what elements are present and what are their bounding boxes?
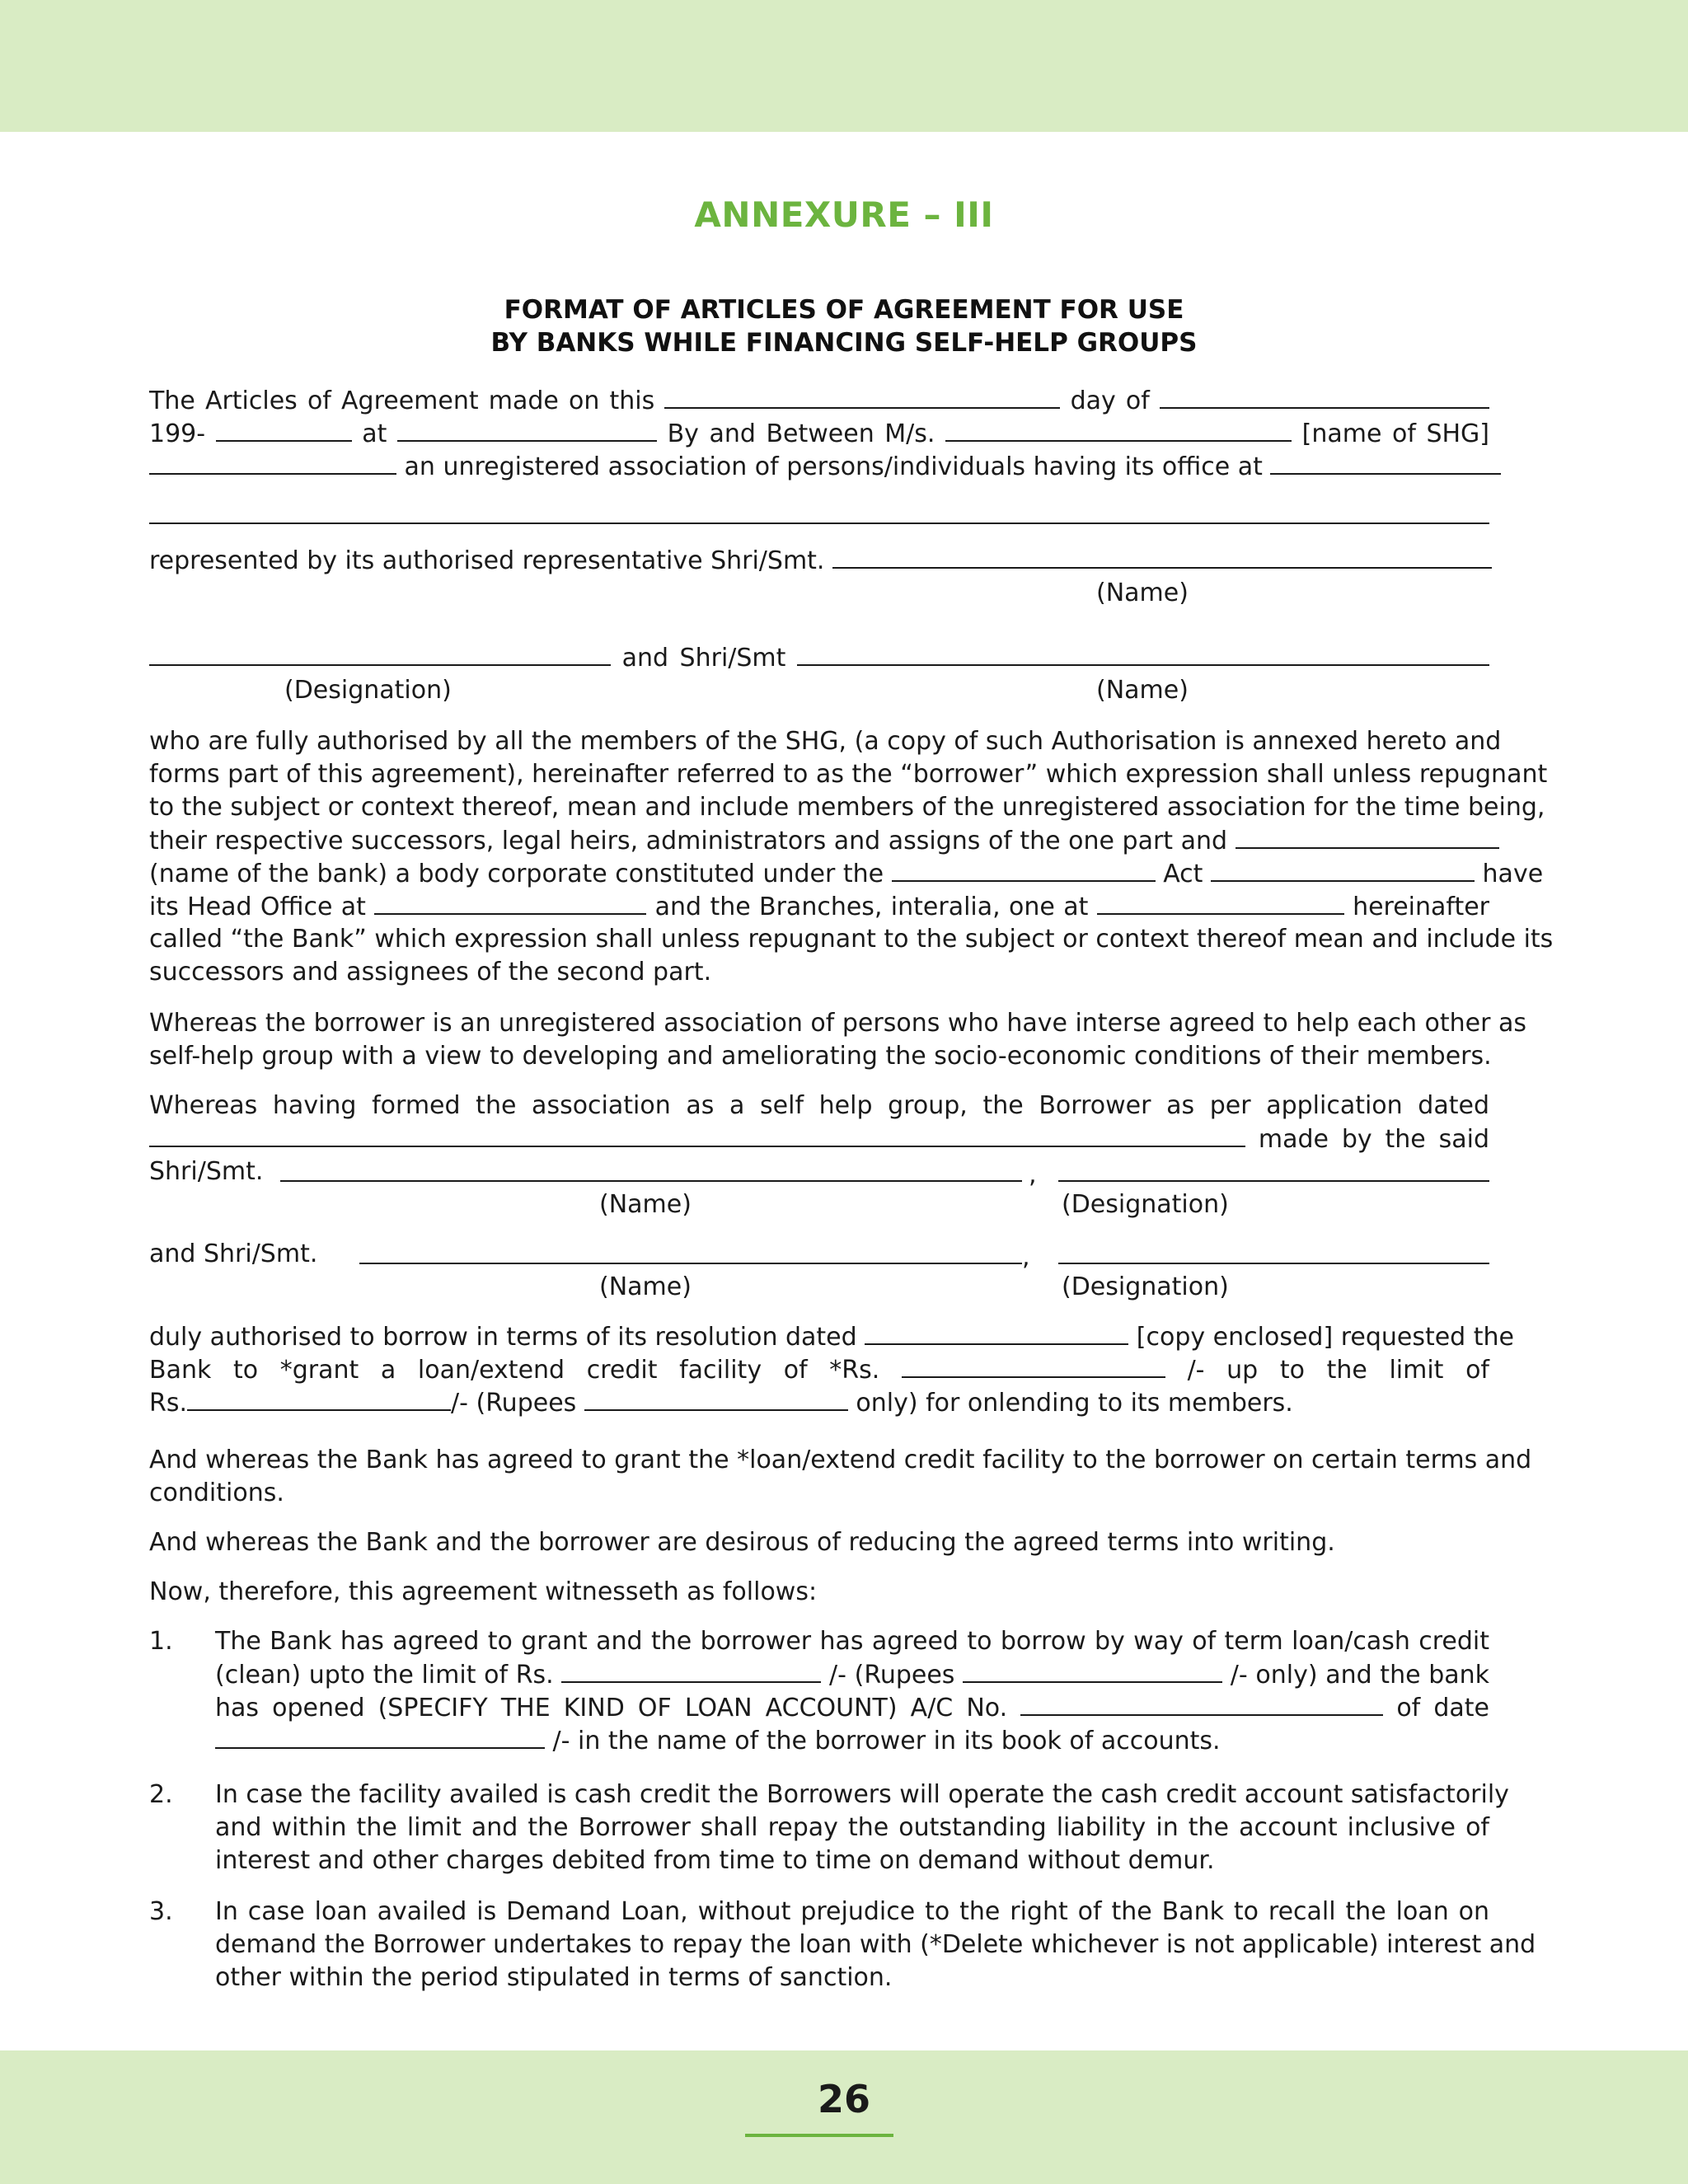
whereas-line-1: Whereas the borrower is an unregistered association of persons who have interse agreed to help each other as xyxy=(149,1009,1526,1038)
blank-head-office-field[interactable] xyxy=(374,890,646,915)
item-3-line-3: other within the period stipulated in terms of sanction. xyxy=(215,1963,893,1992)
item-1-line-4: /- in the name of the borrower in its book of accounts. xyxy=(215,1724,1489,1758)
item-1-line-1: The Bank has agreed to grant and the borrower has agreed to borrow by way of term loan/cash credit xyxy=(215,1627,1489,1656)
document-heading-line-2: BY BANKS WHILE FINANCING SELF-HELP GROUPS xyxy=(490,328,1198,358)
comma-mark: , xyxy=(1029,1160,1037,1189)
blank-office-address-field[interactable] xyxy=(149,523,1489,524)
second-representative-line: and Shri/Smt xyxy=(149,641,1489,675)
item-3-line-1: In case loan availed is Demand Loan, without prejudice to the right of the Bank to recall the loan on xyxy=(215,1897,1489,1926)
authorisation-line-1: who are fully authorised by all the members of the SHG, (a copy of such Authorisation is annexed hereto and xyxy=(149,727,1502,756)
item-number: 1. xyxy=(149,1627,173,1656)
blank-second-member-designation-field[interactable] xyxy=(1058,1263,1489,1264)
blank-office-field[interactable] xyxy=(1270,450,1501,475)
credit-facility-line: Bank to *grant a loan/extend credit facility of *Rs. /- up to the limit of xyxy=(149,1353,1489,1387)
application-line: Whereas having formed the association as a self help group, the Borrower as per application dated xyxy=(149,1091,1489,1120)
blank-designation-field[interactable] xyxy=(149,641,611,666)
item-2-line-2: and within the limit and the Borrower shall repay the outstanding liability in the account inclusive of xyxy=(215,1813,1489,1842)
bank-agreed-line-2: conditions. xyxy=(149,1479,284,1507)
name-label: (Name) xyxy=(599,1190,692,1219)
blank-member-designation-field[interactable] xyxy=(1058,1180,1489,1182)
desirous-line: And whereas the Bank and the borrower are desirous of reducing the agreed terms into writing. xyxy=(149,1528,1335,1557)
bank-definition-end-line: successors and assignees of the second part. xyxy=(149,958,712,987)
item-2-line-3: interest and other charges debited from time to time on demand without demur. xyxy=(215,1846,1215,1875)
item-3-line-2: demand the Borrower undertakes to repay the loan with (*Delete whichever is not applicable) interest and xyxy=(215,1930,1536,1959)
whereas-line-2: self-help group with a view to developing and ameliorating the socio-economic conditions of their members. xyxy=(149,1042,1492,1071)
blank-account-number-field[interactable] xyxy=(1020,1691,1383,1716)
bank-head-office-line: its Head Office at and the Branches, interalia, one at hereinafter xyxy=(149,890,1489,924)
blank-place-field[interactable] xyxy=(397,417,657,442)
blank-bank-name-field[interactable] xyxy=(1236,824,1499,849)
agreement-date-line: The Articles of Agreement made on this day of xyxy=(149,384,1489,418)
item-number: 3. xyxy=(149,1897,173,1926)
witnesseth-line: Now, therefore, this agreement witnesseth as follows: xyxy=(149,1577,818,1606)
page-number-underline xyxy=(745,2134,893,2137)
blank-amount-field[interactable] xyxy=(902,1353,1165,1378)
agreement-parties-line: 199- at By and Between M/s. [name of SHG] xyxy=(149,417,1489,451)
page-number: 26 xyxy=(817,2077,870,2121)
name-label: (Name) xyxy=(1096,579,1189,607)
authorisation-line-2: forms part of this agreement), hereinafter referred to as the “borrower” which expression shall unless repugnant xyxy=(149,760,1548,789)
blank-representative-name-field[interactable] xyxy=(832,544,1492,569)
blank-act-field[interactable] xyxy=(892,857,1156,882)
representative-line: represented by its authorised representative Shri/Smt. xyxy=(149,544,1489,578)
blank-shg-name-field[interactable] xyxy=(945,417,1292,442)
blank-date-field[interactable] xyxy=(664,384,1060,409)
authorisation-line-3: to the subject or context thereof, mean and include members of the unregistered association for the time being, xyxy=(149,793,1545,822)
item-1-line-3: has opened (SPECIFY THE KIND OF LOAN ACCOUNT) A/C No. of date xyxy=(215,1691,1489,1725)
blank-second-member-name-field[interactable] xyxy=(359,1263,1022,1264)
item-1-line-2: (clean) upto the limit of Rs. /- (Rupees /- only) and the bank xyxy=(215,1658,1489,1692)
blank-limit-amount-field[interactable] xyxy=(187,1386,451,1411)
comma-mark: , xyxy=(1022,1243,1030,1272)
authorisation-line-4: their respective successors, legal heirs, administrators and assigns of the one part and xyxy=(149,824,1489,858)
name-label: (Name) xyxy=(1096,676,1189,705)
designation-label: (Designation) xyxy=(284,676,452,705)
blank-limit-rs-field[interactable] xyxy=(561,1658,821,1683)
application-date-line: made by the said xyxy=(149,1122,1489,1156)
name-label: (Name) xyxy=(599,1272,692,1301)
designation-label: (Designation) xyxy=(1062,1272,1229,1301)
annexure-title: ANNEXURE – III xyxy=(694,194,994,235)
blank-year-field[interactable] xyxy=(216,417,352,442)
header-band xyxy=(0,0,1688,132)
and-shri-smt-label: and Shri/Smt. xyxy=(149,1240,318,1268)
shri-smt-label: Shri/Smt. xyxy=(149,1157,264,1186)
blank-rupees-field[interactable] xyxy=(963,1658,1222,1683)
item-2-line-1: In case the facility availed is cash credit the Borrowers will operate the cash credit account satisfactorily xyxy=(215,1780,1509,1809)
limit-line: Rs. /- (Rupees only) for onlending to its members. xyxy=(149,1386,1489,1420)
blank-resolution-date-field[interactable] xyxy=(865,1320,1128,1345)
blank-month-field[interactable] xyxy=(1160,384,1489,409)
blank-act-detail-field[interactable] xyxy=(1211,857,1475,882)
blank-branch-field[interactable] xyxy=(1097,890,1344,915)
blank-account-date-field[interactable] xyxy=(215,1724,545,1749)
item-number: 2. xyxy=(149,1780,173,1809)
document-heading-line-1: FORMAT OF ARTICLES OF AGREEMENT FOR USE xyxy=(504,295,1184,325)
bank-definition-line: called “the Bank” which expression shall unless repugnant to the subject or context thereof mean and include its xyxy=(149,925,1554,954)
blank-association-field[interactable] xyxy=(149,450,396,475)
blank-rupees-words-field[interactable] xyxy=(584,1386,848,1411)
bank-constitution-line: (name of the bank) a body corporate constituted under the Act have xyxy=(149,857,1489,891)
association-office-line: an unregistered association of persons/individuals having its office at xyxy=(149,450,1489,484)
blank-application-date-field[interactable] xyxy=(149,1122,1245,1147)
blank-member-name-field[interactable] xyxy=(280,1180,1022,1182)
blank-second-name-field[interactable] xyxy=(797,641,1489,666)
resolution-line: duly authorised to borrow in terms of its resolution dated [copy enclosed] requested the xyxy=(149,1320,1489,1354)
bank-agreed-line-1: And whereas the Bank has agreed to grant the *loan/extend credit facility to the borrower on certain terms and xyxy=(149,1446,1532,1474)
designation-label: (Designation) xyxy=(1062,1190,1229,1219)
